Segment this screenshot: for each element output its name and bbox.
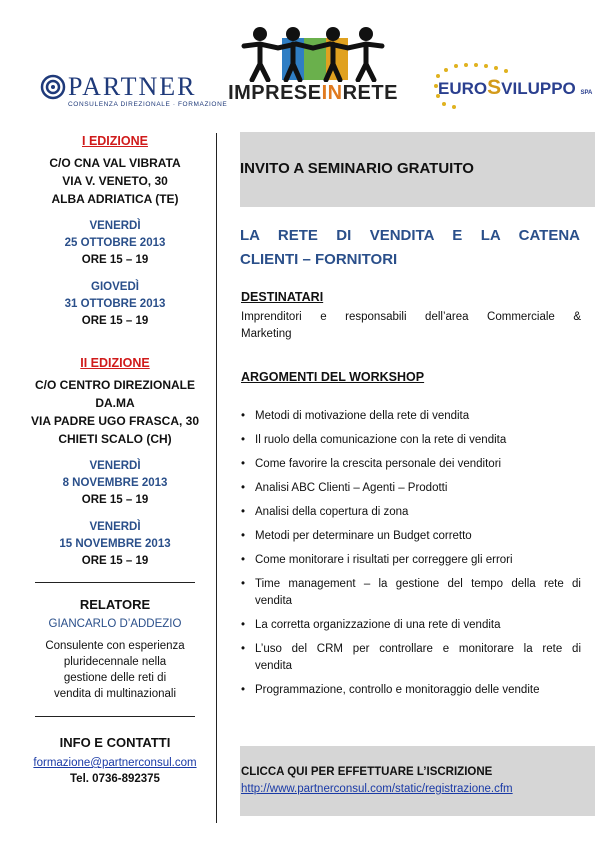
topic-text: Analisi della copertura di zona	[255, 506, 409, 518]
session-day: VENERDÌ	[89, 521, 141, 533]
edition-1-address	[20, 154, 210, 208]
session	[20, 279, 210, 330]
wordmark-part: S	[487, 76, 502, 99]
session-day: VENERDÌ	[89, 220, 141, 232]
topic-item	[241, 552, 581, 569]
session-day: GIOVEDÌ	[91, 281, 139, 293]
impreseinrete-logo	[208, 24, 418, 108]
address-line: CHIETI SCALO (CH)	[58, 432, 172, 446]
topic-text: Metodi di motivazione della rete di vendita	[255, 410, 470, 422]
address-line: VIA PADRE UGO FRASCA, 30	[30, 414, 200, 428]
topics-list	[241, 408, 581, 706]
topic-text: vendita	[255, 595, 293, 607]
destinatari-line: Marketing	[241, 328, 292, 340]
bio-line: Consulente con esperienza	[45, 640, 185, 652]
wordmark-part: VILUPPO	[501, 79, 576, 98]
session-date: 31 OTTOBRE 2013	[64, 298, 166, 310]
edition-2-address	[20, 376, 210, 448]
bio-line: pluridecennale nella	[63, 656, 167, 668]
session	[20, 458, 210, 509]
topic-item	[241, 617, 581, 634]
partner-logo-name: PARTNER	[68, 72, 197, 101]
left-column	[20, 128, 210, 785]
people-network-icon	[208, 24, 418, 82]
bullet-icon: •	[241, 506, 246, 518]
bullet-icon: •	[241, 554, 246, 566]
bullet-icon: •	[241, 684, 246, 696]
topic-text: Come favorire la crescita personale dei venditori	[255, 458, 502, 470]
address-line: VIA V. VENETO, 30	[62, 174, 168, 188]
column-divider	[216, 133, 217, 823]
bullet-icon: •	[241, 643, 246, 655]
topic-item	[241, 528, 581, 545]
topic-item	[241, 432, 581, 449]
wordmark-part: EURO	[438, 79, 488, 98]
bio-line: gestione delle reti di	[63, 672, 167, 684]
bullet-icon: •	[241, 410, 246, 422]
topic-text: Come monitorare i risultati per correggere gli errori	[255, 554, 513, 566]
session-time: ORE 15 – 19	[81, 315, 149, 327]
wordmark-part: IN	[321, 82, 343, 104]
topic-text: Analisi ABC Clienti – Agenti – Prodotti	[255, 482, 448, 494]
invite-banner	[240, 132, 595, 207]
address-line: C/O CENTRO DIREZIONALE	[34, 378, 195, 392]
topic-text: Time management – la gestione del tempo della rete di	[255, 578, 581, 590]
eurosviluppo-logo	[430, 60, 593, 110]
destinatari-text	[241, 309, 581, 343]
bullet-icon: •	[241, 434, 246, 446]
session	[20, 519, 210, 570]
register-banner	[240, 746, 595, 816]
session-date: 8 NOVEMBRE 2013	[62, 477, 168, 489]
wordmark-part: IMPRESE	[228, 82, 322, 104]
contacts-title: INFO E CONTATTI	[59, 735, 171, 750]
session-day: VENERDÌ	[89, 460, 141, 472]
session-time: ORE 15 – 19	[81, 494, 149, 506]
partner-logo	[40, 70, 228, 110]
address-line: ALBA ADRIATICA (TE)	[51, 192, 179, 206]
partner-logo-tagline: CONSULENZA DIREZIONALE · FORMAZIONE	[68, 101, 228, 108]
edition-1-label: I EDIZIONE	[82, 134, 148, 148]
wordmark-suffix: SPA	[580, 90, 593, 96]
relator-bio	[20, 638, 210, 702]
topic-item	[241, 682, 581, 699]
wordmark-part: RETE	[342, 82, 398, 104]
session-date: 15 NOVEMBRE 2013	[59, 538, 171, 550]
bullet-icon: •	[241, 482, 246, 494]
invite-heading: INVITO A SEMINARIO GRATUITO	[240, 160, 474, 177]
seminar-title-line: CLIENTI – FORNITORI	[240, 251, 398, 268]
relator-title: RELATORE	[79, 597, 151, 612]
destinatari-heading: DESTINATARI	[241, 290, 324, 304]
topic-item	[241, 641, 581, 675]
topic-text: La corretta organizzazione di una rete di vendita	[255, 619, 501, 631]
seminar-title-line: LA RETE DI VENDITA E LA CATENA	[240, 227, 580, 244]
bullet-icon: •	[241, 458, 246, 470]
relator-name: GIANCARLO D’ADDEZIO	[48, 618, 182, 630]
topic-item	[241, 504, 581, 521]
session-time: ORE 15 – 19	[81, 555, 149, 567]
topic-item	[241, 408, 581, 425]
divider	[35, 582, 195, 583]
bio-line: vendita di multinazionali	[53, 688, 177, 700]
register-link[interactable]: http://www.partnerconsul.com/static/registrazione.cfm	[241, 783, 513, 795]
divider	[35, 716, 195, 717]
topic-item	[241, 576, 581, 610]
partner-spiral-icon	[40, 74, 66, 100]
session-time: ORE 15 – 19	[81, 254, 149, 266]
seminar-title	[240, 224, 580, 272]
eurosviluppo-wordmark	[438, 76, 592, 100]
bullet-icon: •	[241, 619, 246, 631]
address-line: C/O CNA VAL VIBRATA	[49, 156, 181, 170]
impreseinrete-wordmark	[208, 82, 418, 105]
bullet-icon: •	[241, 530, 246, 542]
edition-2-label: II EDIZIONE	[80, 356, 150, 370]
destinatari-line: Imprenditori e responsabili dell’area Commerciale &	[241, 311, 581, 323]
register-cta[interactable]: CLICCA QUI PER EFFETTUARE L’ISCRIZIONE	[241, 766, 493, 778]
contact-phone: Tel. 0736-892375	[70, 773, 160, 785]
topic-text: Il ruolo della comunicazione con la rete di vendita	[255, 434, 507, 446]
contact-email-link[interactable]: formazione@partnerconsul.com	[33, 757, 197, 769]
address-line: DA.MA	[95, 396, 135, 410]
topic-item	[241, 480, 581, 497]
bullet-icon: •	[241, 578, 246, 590]
topics-heading: ARGOMENTI DEL WORKSHOP	[241, 370, 425, 384]
topic-text: Metodi per determinare un Budget corretto	[255, 530, 472, 542]
topic-text: vendita	[255, 660, 293, 672]
topic-text: L’uso del CRM per controllare e monitorare la rete di	[255, 643, 581, 655]
topic-item	[241, 456, 581, 473]
session	[20, 218, 210, 269]
session-date: 25 OTTOBRE 2013	[64, 237, 166, 249]
topic-text: Programmazione, controllo e monitoraggio delle vendite	[255, 684, 540, 696]
